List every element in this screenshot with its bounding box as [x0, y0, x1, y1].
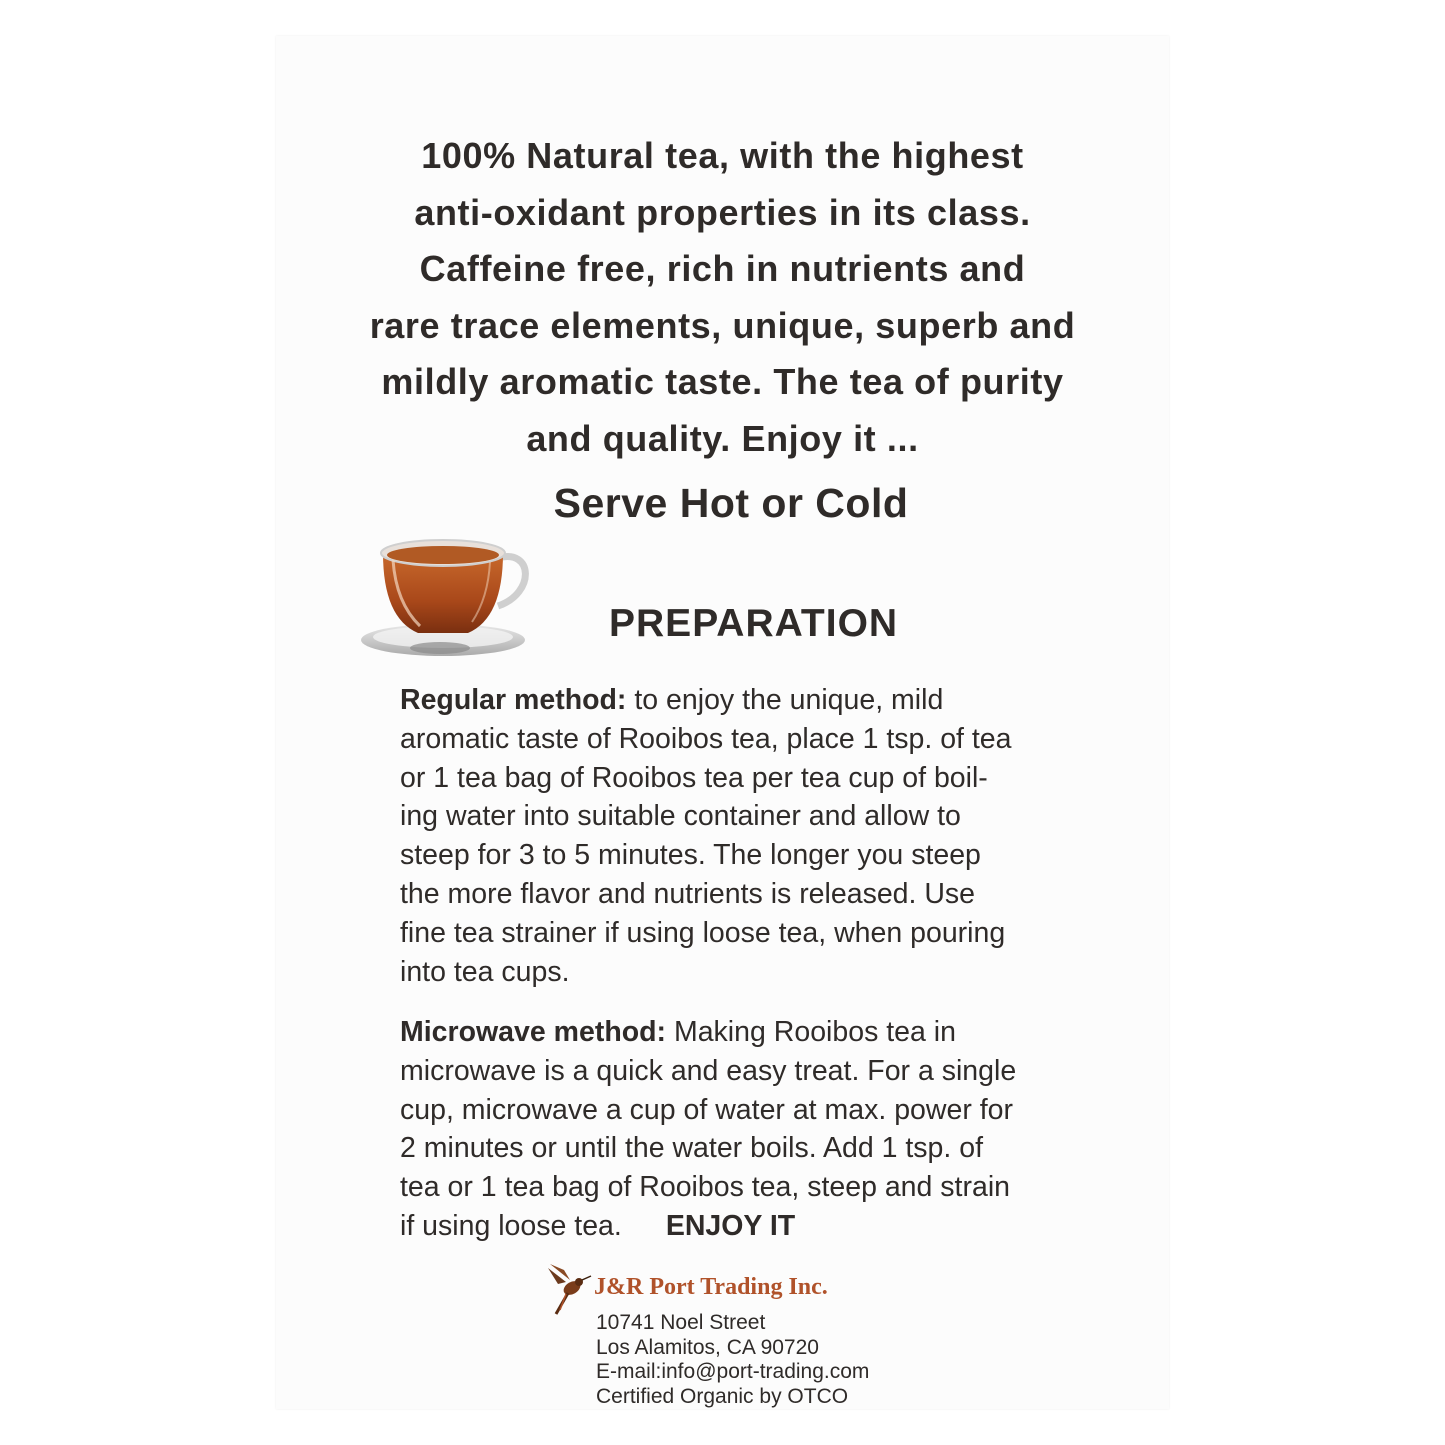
microwave-method-line: tea or 1 tea bag of Rooibos tea, steep and strain — [400, 1171, 1010, 1204]
tea-cup-icon — [358, 498, 538, 673]
microwave-method-line — [400, 1013, 1060, 1052]
intro-line: and quality. Enjoy it ... — [526, 417, 919, 459]
microwave-method-paragraph — [400, 1013, 1060, 1246]
microwave-method-line: microwave is a quick and easy treat. For a single — [400, 1054, 1017, 1087]
regular-method-line: ing water into suitable container and allow to — [400, 800, 961, 833]
tea-package-card — [276, 36, 1169, 1409]
intro-line: rare trace elements, unique, superb and — [369, 304, 1076, 346]
regular-method-label: Regular method: — [400, 684, 627, 716]
regular-method-line: fine tea strainer if using loose tea, when pouring — [400, 916, 1006, 949]
preparation-heading: PREPARATION — [609, 602, 899, 645]
microwave-method-line: 2 minutes or until the water boils. Add 1 tsp. of — [400, 1132, 983, 1165]
address-line: 10741 Noel Street — [596, 1311, 766, 1334]
regular-method-line: or 1 tea bag of Rooibos tea per tea cup of boil- — [400, 761, 988, 794]
regular-method-text: to enjoy the unique, mild — [626, 684, 944, 716]
intro-line: Caffeine free, rich in nutrients and — [419, 248, 1026, 289]
intro-line: mildly aromatic taste. The tea of purity — [381, 361, 1064, 402]
microwave-method-text: Making Rooibos tea in — [666, 1016, 956, 1048]
company-name: J&R Port Trading Inc. — [594, 1274, 828, 1300]
regular-method-line — [400, 681, 1060, 720]
microwave-method-label: Microwave method: — [400, 1016, 667, 1048]
regular-method-line: steep for 3 to 5 minutes. The longer you steep — [400, 839, 981, 872]
microwave-method-line: cup, microwave a cup of water at max. power for — [400, 1093, 1014, 1126]
enjoy-it-label: ENJOY IT — [665, 1209, 796, 1242]
intro-line: 100% Natural tea, with the highest — [421, 135, 1024, 176]
regular-method-paragraph — [400, 681, 1060, 991]
address-line: Los Alamitos, CA 90720 — [596, 1335, 819, 1359]
address-line: E-mail:info@port-trading.com — [596, 1360, 870, 1383]
hummingbird-icon — [544, 1260, 592, 1316]
intro-line: anti-oxidant properties in its class. — [414, 191, 1031, 233]
regular-method-line: aromatic taste of Rooibos tea, place 1 tsp. of tea — [400, 722, 1012, 755]
intro-text — [276, 128, 1169, 467]
address-line: Certified Organic by OTCO — [596, 1384, 849, 1408]
microwave-method-line — [400, 1207, 1060, 1246]
microwave-method-text: if using loose tea. — [400, 1209, 622, 1242]
company-address — [596, 1311, 869, 1409]
serve-heading: Serve Hot or Cold — [553, 480, 909, 526]
regular-method-line: the more flavor and nutrients is released. Use — [400, 877, 976, 910]
regular-method-line: into tea cups. — [400, 955, 570, 988]
